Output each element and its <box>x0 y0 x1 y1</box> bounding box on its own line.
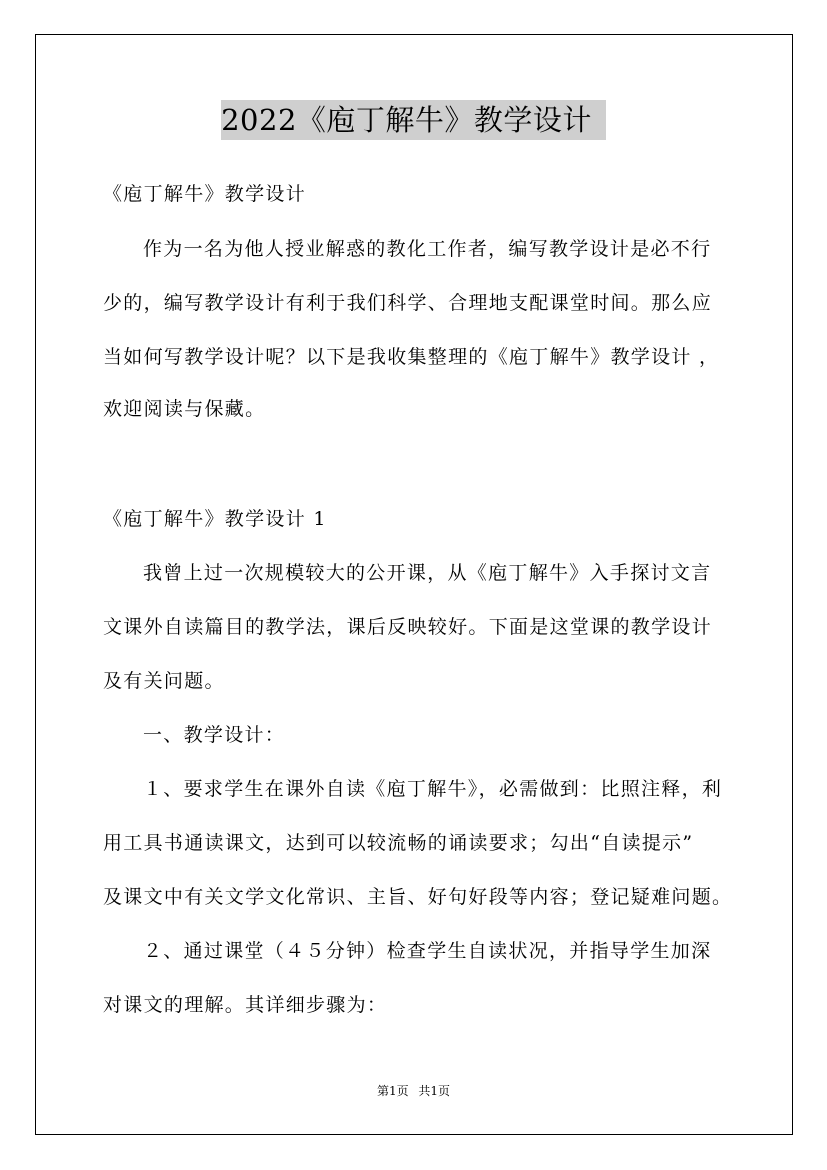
page-number: 第1页 <box>376 1084 409 1098</box>
document-title: 2022《庖丁解牛》教学设计 <box>221 100 606 140</box>
page-total: 共1页 <box>418 1084 451 1098</box>
title-container <box>0 100 827 140</box>
intro-line: 欢迎阅读与保藏。 <box>103 398 266 420</box>
document-subtitle: 《庖丁解牛》教学设计 <box>103 183 307 205</box>
intro-line: 作为一名为他人授业解惑的教化工作者，编写教学设计是必不行 <box>143 238 712 260</box>
section-line: 文课外自读篇目的教学法，课后反映较好。下面是这堂课的教学设计 <box>103 616 713 638</box>
section-line: 对课文的理解。其详细步骤为： <box>103 994 388 1016</box>
section-line: 一、教学设计： <box>143 724 286 746</box>
section-line: 及课文中有关文学文化常识、主旨、好句好段等内容；登记疑难问题。 <box>103 886 733 908</box>
section-line: 用工具书通读课文，达到可以较流畅的诵读要求；勾出“自读提示” <box>103 832 694 854</box>
section-line: 及有关问题。 <box>103 670 225 692</box>
section-line: 我曾上过一次规模较大的公开课，从《庖丁解牛》入手探讨文言 <box>143 562 712 584</box>
section-line: １、要求学生在课外自读《庖丁解牛》，必需做到：比照注释，利 <box>143 778 723 800</box>
intro-line: 少的，编写教学设计有利于我们科学、合理地支配课堂时间。那么应 <box>103 292 713 314</box>
intro-line: 当如何写教学设计呢？以下是我收集整理的《庖丁解牛》教学设计 ， <box>103 346 720 368</box>
section-heading: 《庖丁解牛》教学设计 1 <box>103 508 327 530</box>
page-footer <box>0 1083 827 1099</box>
section-line: ２、通过课堂（４５分钟）检查学生自读状况，并指导学生加深 <box>143 940 712 962</box>
